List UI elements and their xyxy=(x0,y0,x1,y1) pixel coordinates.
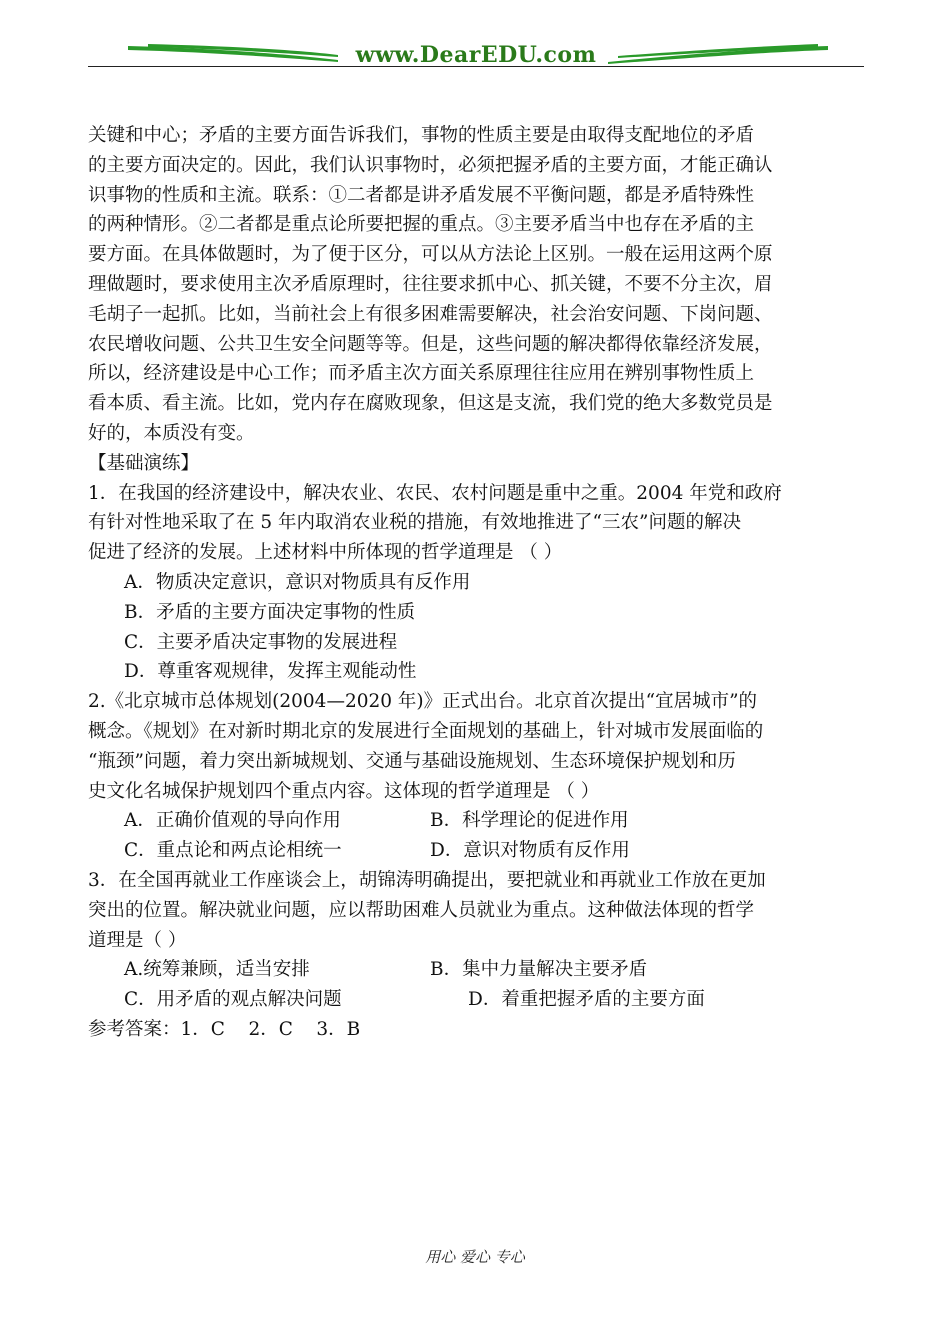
text-line: 关键和中心；矛盾的主要方面告诉我们，事物的性质主要是由取得支配地位的矛盾 xyxy=(88,125,755,146)
option-b: B．矛盾的主要方面决定事物的性质 xyxy=(124,601,416,623)
text-line: 理做题时，要求使用主次矛盾原理时，往往要求抓中心、抓关键，不要不分主次，眉 xyxy=(88,273,773,295)
option-row xyxy=(88,955,868,985)
site-logo: www.DearEDU.com xyxy=(355,42,597,68)
text-line: 毛胡子一起抓。比如，当前社会上有很多困难需要解决，社会治安问题、下岗问题、 xyxy=(88,303,773,325)
question-3 xyxy=(88,866,868,1015)
option-row xyxy=(88,836,868,866)
text-line: 农民增收问题、公共卫生安全问题等等。但是，这些问题的解决都得依靠经济发展， xyxy=(88,333,773,355)
question-2 xyxy=(88,687,868,866)
question-text: 概念。《规划》在对新时期北京的发展进行全面规划的基础上，针对城市发展面临的 xyxy=(88,720,764,742)
text-line: 好的，本质没有变。 xyxy=(88,422,255,444)
option-d: D．意识对物质有反作用 xyxy=(430,840,630,862)
question-text: 史文化名城保护规划四个重点内容。这体现的哲学道理是 （ ） xyxy=(88,780,600,802)
question-text: 3．在全国再就业工作座谈会上，胡锦涛明确提出，要把就业和再就业工作放在更加 xyxy=(88,869,766,891)
option-row xyxy=(88,806,868,836)
question-text: 1．在我国的经济建设中，解决农业、农民、农村问题是重中之重。2004 年党和政府 xyxy=(88,482,782,504)
option-row xyxy=(88,985,868,1015)
text-line: 的两种情形。②二者都是重点论所要把握的重点。③主要矛盾当中也存在矛盾的主 xyxy=(88,214,755,236)
question-1 xyxy=(88,479,868,688)
question-text: 有针对性地采取了在 5 年内取消农业税的措施，有效地推进了“三农”问题的解决 xyxy=(88,512,741,534)
question-text: 突出的位置。解决就业问题，应以帮助困难人员就业为重点。这种做法体现的哲学 xyxy=(88,899,755,921)
document-body xyxy=(88,121,868,1045)
option-d: D．尊重客观规律，发挥主观能动性 xyxy=(124,661,417,683)
option-d: D．着重把握矛盾的主要方面 xyxy=(468,989,705,1011)
option-c: C．重点论和两点论相统一 xyxy=(124,840,342,862)
question-text: “瓶颈”问题，着力突出新城规划、交通与基础设施规划、生态环境保护规划和历 xyxy=(88,750,736,772)
text-line: 要方面。在具体做题时，为了便于区分，可以从方法论上区别。一般在运用这两个原 xyxy=(88,244,773,266)
option-c: C．主要矛盾决定事物的发展进程 xyxy=(124,631,398,653)
option-b: B．集中力量解决主要矛盾 xyxy=(430,959,648,981)
option-a: A．正确价值观的导向作用 xyxy=(124,810,341,832)
header-divider xyxy=(88,66,864,67)
answer-key: 参考答案：1．C 2．C 3．B xyxy=(88,1018,361,1040)
page-footer: 用心 爱心 专心 xyxy=(425,1248,525,1266)
intro-paragraph xyxy=(88,121,868,449)
option-a: A．物质决定意识，意识对物质具有反作用 xyxy=(124,571,471,593)
section-title: 【基础演练】 xyxy=(88,452,200,474)
question-text: 2.《北京城市总体规划(2004—2020 年)》正式出台。北京首次提出“宜居城市”的 xyxy=(88,691,758,713)
question-text: 道理是（ ） xyxy=(88,929,187,951)
option-b: B．科学理论的促进作用 xyxy=(430,810,629,832)
text-line: 的主要方面决定的。因此，我们认识事物时，必须把握矛盾的主要方面，才能正确认 xyxy=(88,154,773,176)
option-c: C．用矛盾的观点解决问题 xyxy=(124,989,342,1011)
text-line: 识事物的性质和主流。联系：①二者都是讲矛盾发展不平衡问题，都是矛盾特殊性 xyxy=(88,184,755,206)
text-line: 看本质、看主流。比如，党内存在腐败现象，但这是支流，我们党的绝大多数党员是 xyxy=(88,393,773,415)
question-text: 促进了经济的发展。上述材料中所体现的哲学道理是 （ ） xyxy=(88,542,563,564)
option-a: A.统筹兼顾，适当安排 xyxy=(124,959,310,981)
text-line: 所以，经济建设是中心工作；而矛盾主次方面关系原理往往应用在辨别事物性质上 xyxy=(88,363,755,385)
